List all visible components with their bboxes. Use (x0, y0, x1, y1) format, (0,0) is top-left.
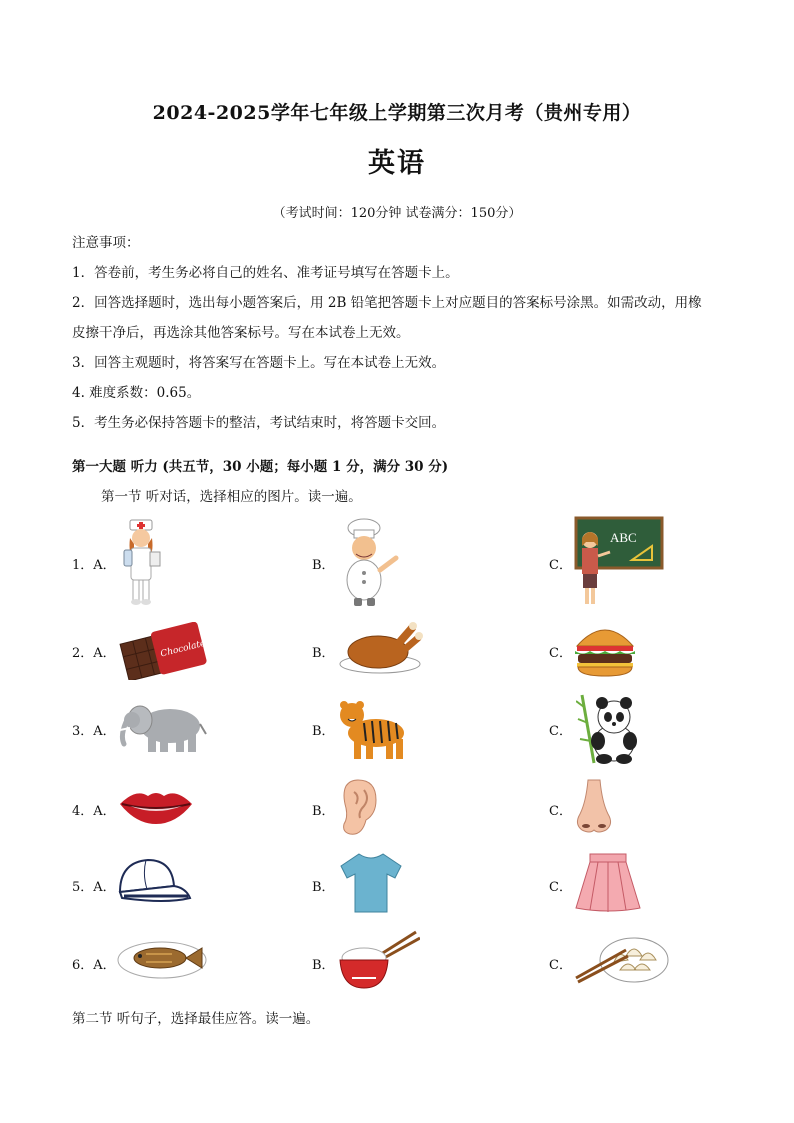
q1-option-a-label: 1．A． (72, 558, 116, 573)
panda-icon (576, 693, 642, 765)
q4-option-a-label: 4．A． (72, 804, 116, 819)
notes-heading: 注意事项： (72, 235, 140, 251)
q5-option-a-label: 5．A． (72, 880, 116, 895)
tshirt-icon (339, 852, 403, 914)
q2-option-a-label: 2．A． (72, 646, 116, 661)
cap-icon (116, 856, 192, 908)
q4-option-c-label: C． (549, 804, 572, 819)
elephant-icon (118, 700, 208, 754)
q1-option-c-label: C． (549, 558, 572, 573)
blackboard-text: ABC (610, 530, 637, 545)
section2-instruction: 第二节 听句子，选择最佳应答。读一遍。 (72, 1011, 320, 1027)
notes-block (72, 228, 732, 438)
subject-title: 英语 (368, 148, 426, 179)
q4-option-b-label: B． (312, 804, 335, 819)
nurse-icon (116, 518, 166, 608)
note-item: 1．答卷前，考生务必将自己的姓名、准考证号填写在答题卡上。 (72, 265, 459, 281)
chocolate-icon (117, 622, 209, 680)
chocolate-wrapper-text: Chocolate (159, 638, 207, 660)
rice-bowl-icon (338, 930, 420, 992)
q1-option-b-label: B． (312, 558, 335, 573)
q6-option-c-label: C． (549, 958, 572, 973)
nose-icon (572, 778, 616, 836)
section1-instruction: 第一节 听对话，选择相应的图片。读一遍。 (101, 489, 362, 505)
skirt-icon (574, 852, 642, 914)
hamburger-icon (575, 622, 635, 678)
note-item: 5．考生务必保持答题卡的整洁，考试结束时，将答题卡交回。 (72, 415, 446, 431)
note-item: 4. 难度系数：0.65。 (72, 385, 201, 401)
q6-option-a-label: 6．A． (72, 958, 116, 973)
note-item: 3．回答主观题时，将答案写在答题卡上。写在本试卷上无效。 (72, 355, 446, 371)
q3-option-b-label: B． (312, 724, 335, 739)
note-item: 2．回答选择题时，选出每小题答案后，用 2B 铅笔把答题卡上对应题目的答案标号涂黑。如需改动，用橡 (72, 295, 702, 311)
q2-option-c-label: C． (549, 646, 572, 661)
q2-option-b-label: B． (312, 646, 335, 661)
exam-title: 2024-2025学年七年级上学期第三次月考（贵州专用） (152, 102, 642, 124)
roast-chicken-icon (338, 620, 424, 676)
ear-icon (338, 778, 378, 838)
q3-option-c-label: C． (549, 724, 572, 739)
listening-part-heading: 第一大题 听力 (共五节，30 小题；每小题 1 分，满分 30 分) (72, 459, 449, 475)
teacher-icon (574, 516, 664, 608)
chef-icon (340, 518, 402, 608)
tiger-icon (338, 693, 410, 763)
q5-option-c-label: C． (549, 880, 572, 895)
lips-icon (118, 786, 194, 826)
note-item: 皮擦干净后，再选涂其他答案标号。写在本试卷上无效。 (72, 325, 410, 341)
fish-icon (116, 934, 208, 982)
dumplings-icon (574, 934, 670, 986)
q6-option-b-label: B． (312, 958, 335, 973)
q3-option-a-label: 3．A． (72, 724, 116, 739)
q5-option-b-label: B． (312, 880, 335, 895)
exam-time-info: （考试时间：120分钟 试卷满分：150分） (272, 206, 522, 221)
